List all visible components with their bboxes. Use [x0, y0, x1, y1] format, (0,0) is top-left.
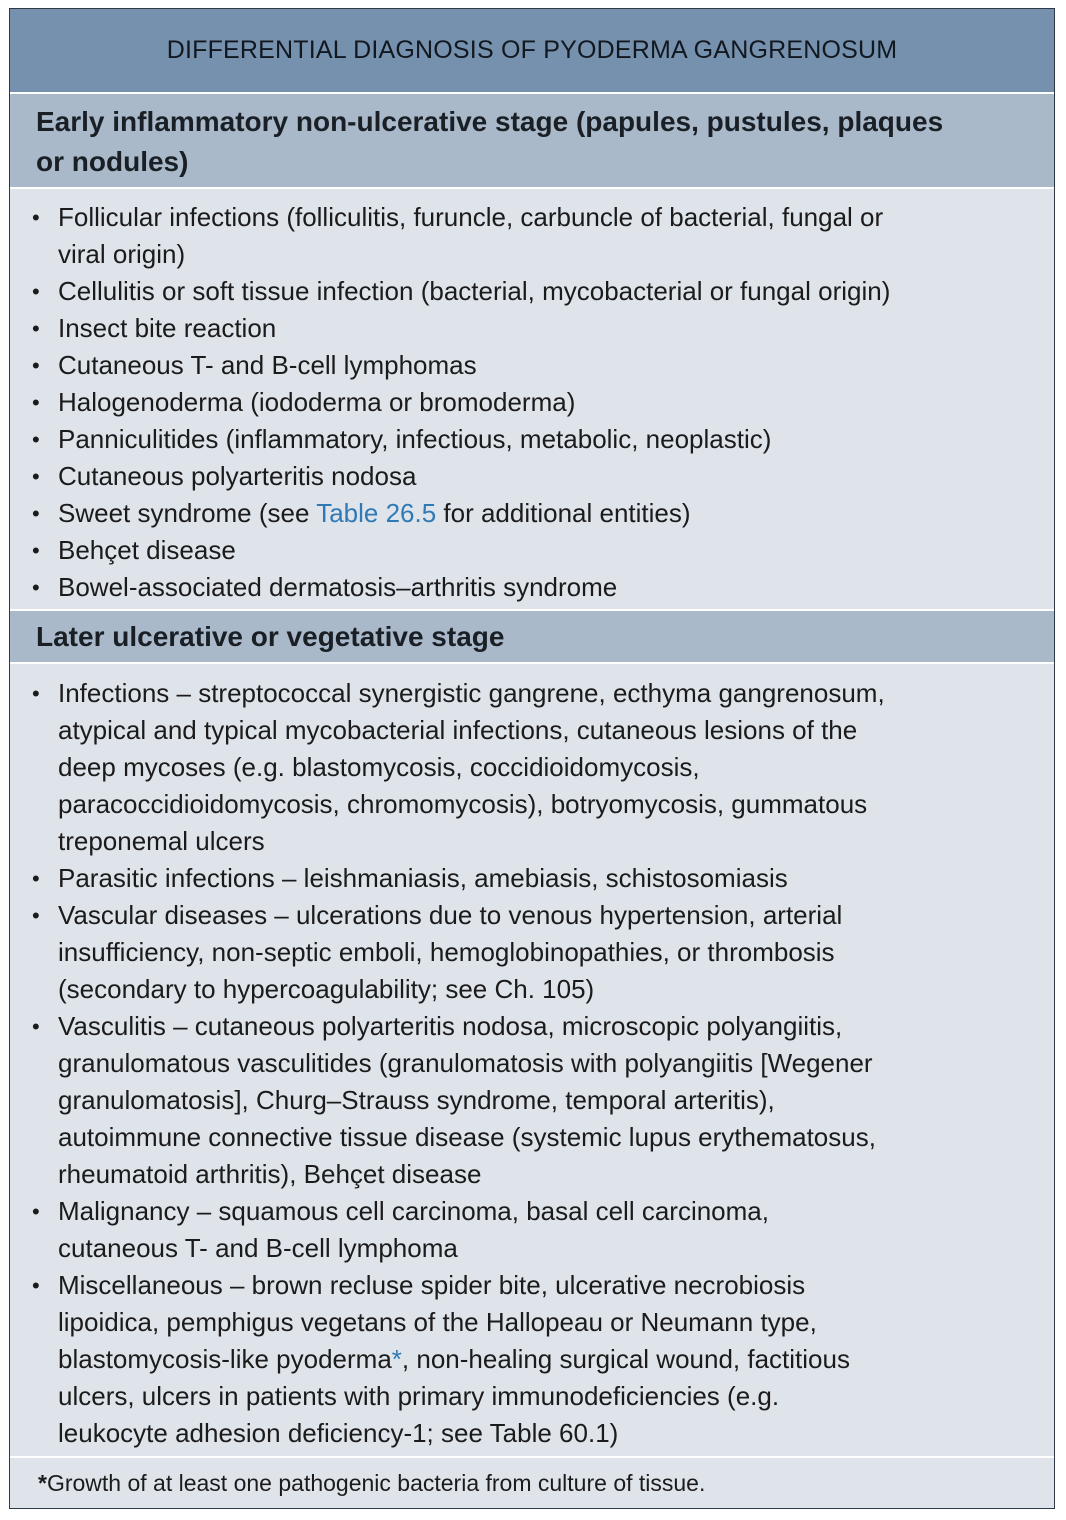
early-stage-list — [10, 199, 1054, 606]
list-item-text: Sweet syndrome (see — [58, 498, 317, 528]
list-item-line: granulomatosis], Churg–Strauss syndrome, temporal arteritis), — [58, 1085, 775, 1115]
footnote-text: Growth of at least one pathogenic bacteria from culture of tissue. — [46, 1470, 706, 1496]
list-item — [10, 495, 1054, 532]
list-item-line: • Vascular diseases – ulcerations due to venous hypertension, arterial — [58, 900, 843, 930]
list-item-line: • Miscellaneous – brown recluse spider bite, ulcerative necrobiosis — [58, 1270, 806, 1300]
list-item: • Halogenoderma (iododerma or bromoderma) — [10, 384, 1054, 421]
list-item-line: • Malignancy – squamous cell carcinoma, basal cell carcinoma, — [58, 1196, 769, 1226]
section-body-later-stage — [10, 664, 1054, 1467]
list-item-line: leukocyte adhesion deficiency-1; see Table 60.1) — [58, 1418, 619, 1448]
list-item-line: • Infections – streptococcal synergistic gangrene, ecthyma gangrenosum, — [58, 678, 885, 708]
table-title — [10, 9, 1054, 92]
list-item-line: viral origin) — [58, 239, 186, 269]
list-item-line: cutaneous T- and B-cell lymphoma — [58, 1233, 458, 1263]
list-item-line: rheumatoid arthritis), Behçet disease — [58, 1159, 482, 1189]
list-item: • Insect bite reaction — [10, 310, 1054, 347]
section-heading-later-stage: Later ulcerative or vegetative stage — [10, 611, 1054, 662]
list-item — [10, 897, 1054, 1008]
list-item — [10, 1008, 1054, 1193]
footnote-star: * — [38, 1470, 47, 1496]
table-title-text: DIFFERENTIAL DIAGNOSIS OF PYODERMA GANGRENOSUM — [166, 36, 898, 64]
list-item — [10, 199, 1054, 273]
section-heading-line: or nodules) — [36, 146, 189, 177]
list-item-line: • Follicular infections (folliculitis, furuncle, carbuncle of bacterial, fungal or — [58, 202, 884, 232]
footnote-asterisk-link[interactable]: * — [391, 1344, 402, 1374]
list-item-line: autoimmune connective tissue disease (systemic lupus erythematosus, — [58, 1122, 876, 1152]
list-item-line: granulomatous vasculitides (granulomatosis with polyangiitis [Wegener — [58, 1048, 873, 1078]
list-item: • Cellulitis or soft tissue infection (bacterial, mycobacterial or fungal origin) — [10, 273, 1054, 310]
differential-diagnosis-table — [9, 8, 1055, 1509]
section-body-early-stage — [10, 189, 1054, 619]
list-item-text: , non-healing surgical wound, factitious — [401, 1344, 850, 1374]
section-heading-early-stage — [10, 94, 1054, 187]
list-item — [10, 1267, 1054, 1452]
list-item-line: • Vasculitis – cutaneous polyarteritis nodosa, microscopic polyangiitis, — [58, 1011, 843, 1041]
list-item: • Cutaneous polyarteritis nodosa — [10, 458, 1054, 495]
table-26-5-link[interactable]: Table 26.5 — [316, 498, 437, 528]
section-heading-line: Early inflammatory non-ulcerative stage (papules, pustules, plaques — [36, 106, 944, 137]
list-item-line: (secondary to hypercoagulability; see Ch. 105) — [58, 974, 595, 1004]
list-item-text: blastomycosis-like pyoderma — [58, 1344, 392, 1374]
list-item-line: treponemal ulcers — [58, 826, 265, 856]
list-item: • Panniculitides (inflammatory, infectious, metabolic, neoplastic) — [10, 421, 1054, 458]
table-footnote — [10, 1458, 1054, 1508]
list-item: • Parasitic infections – leishmaniasis, amebiasis, schistosomiasis — [10, 860, 1054, 897]
list-item: • Cutaneous T- and B-cell lymphomas — [10, 347, 1054, 384]
list-item-line — [58, 1341, 1054, 1378]
list-item-line: deep mycoses (e.g. blastomycosis, coccidioidomycosis, — [58, 752, 700, 782]
list-item-line: insufficiency, non-septic emboli, hemoglobinopathies, or thrombosis — [58, 937, 835, 967]
list-item-text: for additional entities) — [436, 498, 691, 528]
list-item-line: ulcers, ulcers in patients with primary immunodeficiencies (e.g. — [58, 1381, 780, 1411]
list-item-line: atypical and typical mycobacterial infections, cutaneous lesions of the — [58, 715, 858, 745]
later-stage-list — [10, 675, 1054, 1452]
list-item — [10, 1193, 1054, 1267]
list-item-line: lipoidica, pemphigus vegetans of the Hallopeau or Neumann type, — [58, 1307, 817, 1337]
list-item: • Behçet disease — [10, 532, 1054, 569]
list-item: • Bowel-associated dermatosis–arthritis syndrome — [10, 569, 1054, 606]
list-item — [10, 675, 1054, 860]
list-item-line: paracoccidioidomycosis, chromomycosis), botryomycosis, gummatous — [58, 789, 868, 819]
